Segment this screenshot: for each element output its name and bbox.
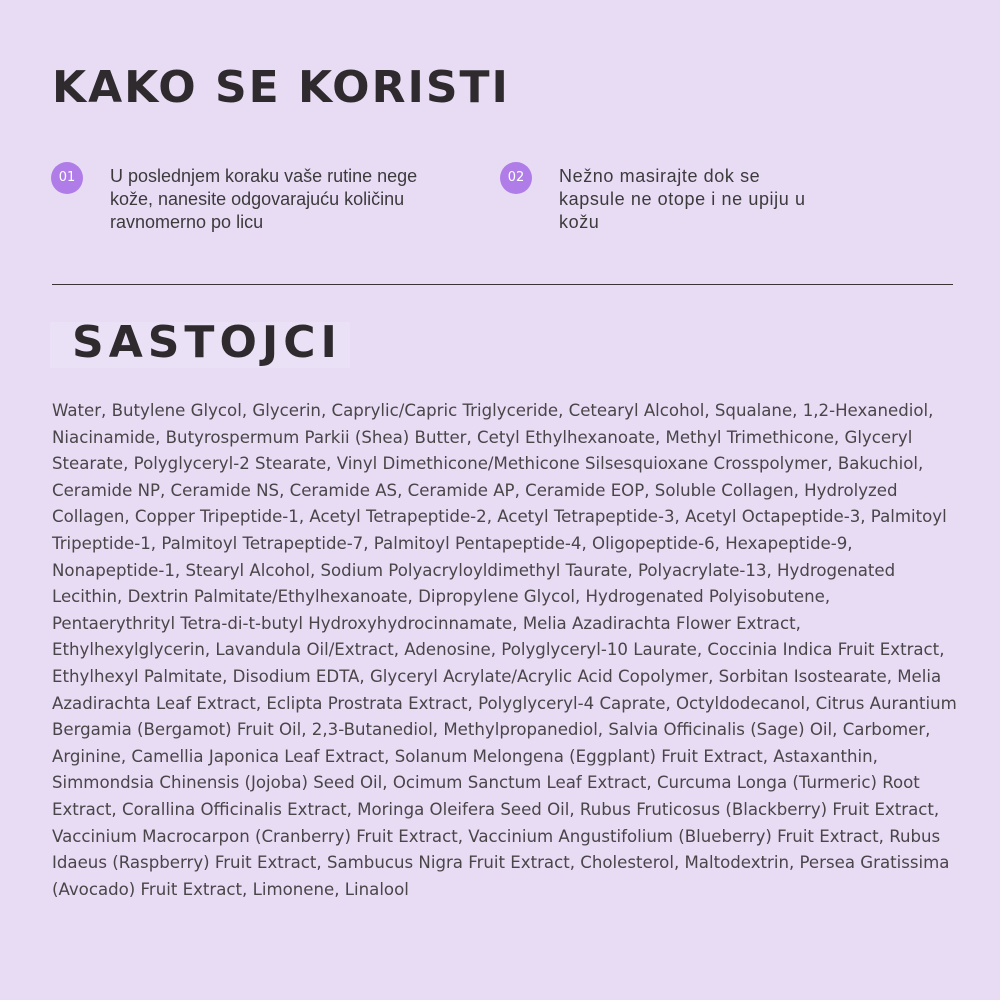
- step-text: U poslednjem koraku vaše rutine nege kože, nanesite odgovarajuću količinu ravnomerno po licu: [110, 166, 418, 232]
- section-divider: [52, 284, 953, 285]
- usage-title: KAKO SE KORISTI: [52, 62, 510, 113]
- ingredients-title: SASTOJCI: [72, 317, 342, 368]
- ingredients-list: Water, Butylene Glycol, Glycerin, Caprylic/Capric Triglyceride, Cetearyl Alcohol, Squalane, 1,2-Hexanediol, Niacinamide, Butyrospermum Parkii (Shea) Butter, Cetyl Ethylhexanoate, Methyl Trimethicone, Glyceryl Stearate, Polyglyceryl-2 Stearate, Vinyl Dimethicone/Methicone Silsesquioxane Crosspolymer, Bakuchiol, Ceramide NP, Ceramide NS, Ceramide AS, Ceramide AP, Ceramide EOP, Soluble Collagen, Hydrolyzed Collagen, Copper Tripeptide-1, Acetyl Tetrapeptide-2, Acetyl Tetrapeptide-3, Acetyl Octapeptide-3, Palmitoyl Tripeptide-1, Palmitoyl Tetrapeptide-7, Palmitoyl Pentapeptide-4, Oligopeptide-6, Hexapeptide-9, Nonapeptide-1, Stearyl Alcohol, Sodium Polyacryloyldimethyl Taurate, Polyacrylate-13, Hydrogenated Lecithin, Dextrin Palmitate/Ethylhexanoate, Dipropylene Glycol, Hydrogenated Polyisobutene, Pentaerythrityl Tetra-di-t-butyl Hydroxyhydrocinnamate, Melia Azadirachta Flower Extract, Ethylhexylglycerin, Lavandula Oil/Extract, Adenosine, Polyglyceryl-10 Laurate, Coccinia Indica Fruit Extract, Ethylhexyl Palmitate, Disodium EDTA, Glyceryl Acrylate/Acrylic Acid Copolymer, Sorbitan Isostearate, Melia Azadirachta Leaf Extract, Eclipta Prostrata Extract, Polyglyceryl-4 Caprate, Octyldodecanol, Citrus Aurantium Bergamia (Bergamot) Fruit Oil, 2,3-Butanediol, Methylpropanediol, Salvia Officinalis (Sage) Oil, Carbomer, Arginine, Camellia Japonica Leaf Extract, Solanum Melongena (Eggplant) Fruit Extract, Astaxanthin, Simmondsia Chinensis (Jojoba) Seed Oil, Ocimum Sanctum Leaf Extract, Curcuma Longa (Turmeric) Root Extract, Corallina Officinalis Extract, Moringa Oleifera Seed Oil, Rubus Fruticosus (Blackberry) Fruit Extract, Vaccinium Macrocarpon (Cranberry) Fruit Extract, Vaccinium Angustifolium (Blueberry) Fruit Extract, Rubus Idaeus (Raspberry) Fruit Extract, Sambucus Nigra Fruit Extract, Cholesterol, Maltodextrin, Persea Gratissima (Avocado) Fruit Extract, Limonene, Linalool: [52, 401, 957, 899]
- step-number-badge: 01: [51, 162, 83, 194]
- step-number-badge: 02: [500, 162, 532, 194]
- usage-step: [500, 162, 820, 234]
- usage-step: [51, 162, 431, 234]
- step-text: Nežno masirajte dok se kapsule ne otope i ne upiju u kožu: [559, 166, 806, 232]
